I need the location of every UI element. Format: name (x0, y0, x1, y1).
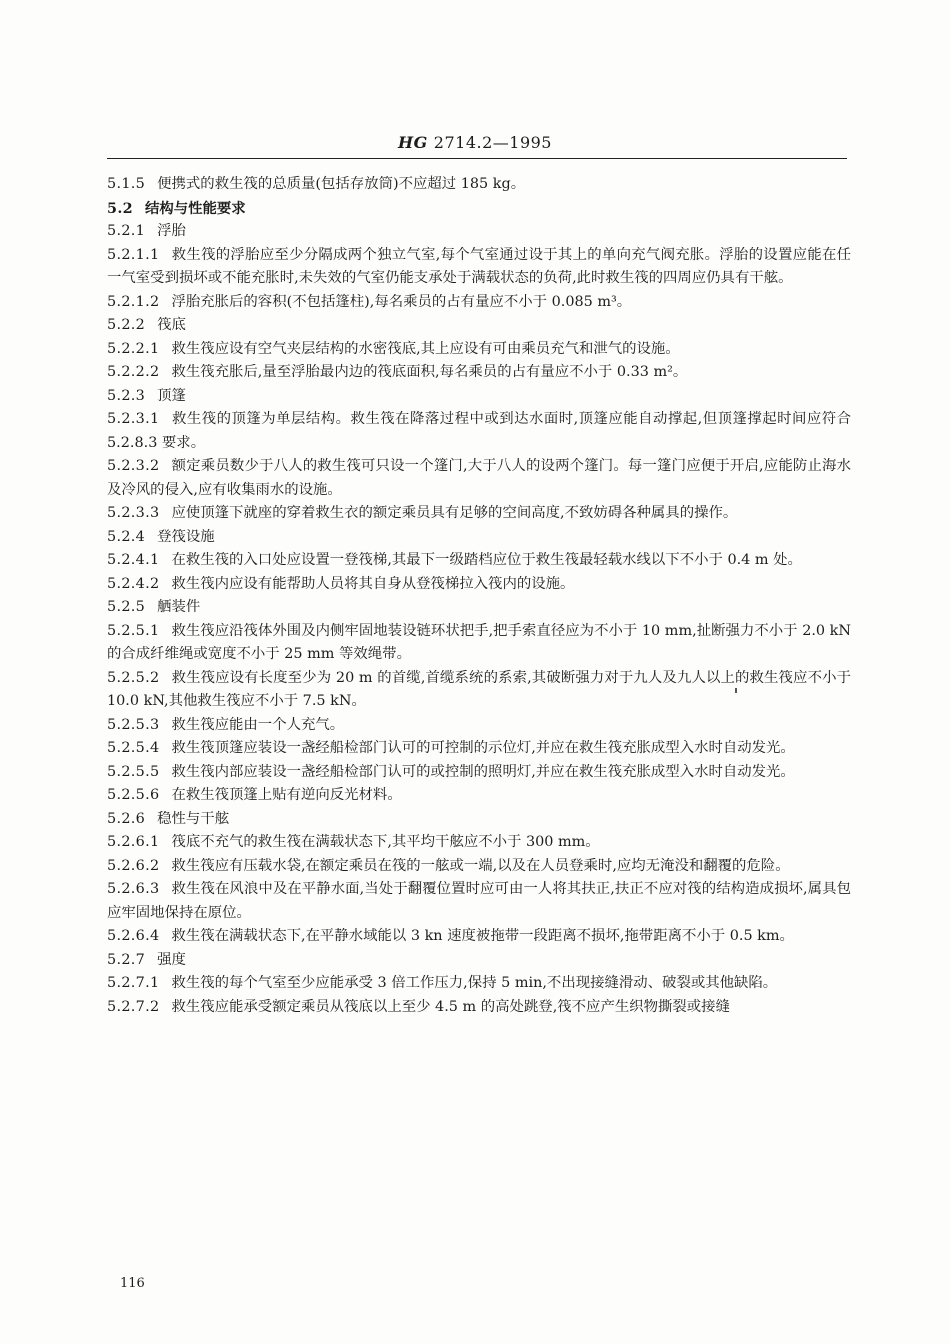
clause-number: 5.2.4.2 (107, 575, 160, 592)
clause-text: 强度 (157, 951, 186, 968)
standard-prefix: HG (398, 133, 428, 152)
clause-paragraph (107, 361, 851, 385)
clause-paragraph (107, 949, 851, 973)
header-rule (107, 158, 847, 159)
clause-number: 5.2.1.2 (107, 293, 160, 310)
clause-text: 救生筏的顶篷为单层结构。救生筏在降落过程中或到达水面时,顶篷应能自动撑起,但顶篷撑起时间应符合 5.2.8.3 要求。 (107, 411, 851, 451)
clause-number: 5.2.4.1 (107, 552, 160, 568)
clause-paragraph (107, 244, 851, 291)
document-body (107, 173, 851, 1019)
clause-text: 救生筏内部应装设一盏经船检部门认可的或控制的照明灯,并应在救生筏充胀成型入水时自动发光。 (171, 763, 795, 780)
clause-paragraph (107, 737, 851, 761)
clause-paragraph (107, 502, 851, 526)
clause-number: 5.2.6 (107, 810, 146, 827)
clause-text: 结构与性能要求 (144, 199, 246, 217)
clause-paragraph (107, 855, 851, 879)
clause-paragraph (107, 526, 851, 550)
clause-number: 5.2.6.4 (107, 928, 160, 944)
clause-text: 筏底 (157, 317, 186, 333)
clause-text: 救生筏在风浪中及在平静水面,当处于翻覆位置时应可由一人将其扶正,扶正不应对筏的结构造成损坏,属具包应牢固地保持在原位。 (107, 881, 851, 921)
clause-paragraph (107, 314, 851, 338)
clause-paragraph (107, 972, 851, 996)
clause-text: 救生筏充胀后,量至浮胎最内边的筏底面积,每名乘员的占有量应不小于 0.33 m²。 (171, 364, 688, 380)
clause-number: 5.2.4 (107, 528, 146, 545)
clause-number: 5.2.3.2 (107, 458, 160, 474)
clause-paragraph (107, 925, 851, 949)
clause-paragraph (107, 408, 851, 455)
clause-number: 5.2.3 (107, 387, 146, 404)
clause-paragraph (107, 878, 851, 925)
clause-number: 5.2.5.2 (107, 669, 160, 686)
clause-paragraph (107, 831, 851, 855)
clause-text: 浮胎充胀后的容积(不包括篷柱),每名乘员的占有量应不小于 0.085 m³。 (171, 293, 632, 310)
clause-paragraph (107, 596, 851, 620)
clause-number: 5.2.6.2 (107, 857, 160, 874)
clause-number: 5.2.5.4 (107, 740, 160, 756)
page-header (0, 133, 950, 152)
clause-text: 救生筏的浮胎应至少分隔成两个独立气室,每个气室通过设于其上的单向充气阀充胀。浮胎的设置应能在任一气室受到损坏或不能充胀时,未失效的气室仍能支承处于满载状态的负荷,此时救生筏的四周应仍具有干舷。 (107, 246, 851, 286)
clause-number: 5.2.3.3 (107, 505, 160, 521)
clause-number: 5.2.6.3 (107, 881, 160, 897)
clause-text: 在救生筏顶篷上贴有逆向反光材料。 (171, 787, 402, 803)
clause-paragraph (107, 385, 851, 409)
clause-number: 5.1.5 (107, 176, 146, 192)
clause-number: 5.2.2.2 (107, 364, 160, 380)
clause-number: 5.2.5.6 (107, 787, 160, 803)
clause-paragraph (107, 784, 851, 808)
clause-paragraph (107, 338, 851, 362)
clause-text: 登筏设施 (157, 528, 215, 545)
standard-code: 2714.2—1995 (433, 133, 552, 152)
clause-paragraph (107, 620, 851, 667)
clause-text: 额定乘员数少于八人的救生筏可只设一个篷门,大于八人的设两个篷门。每一篷门应便于开启,应能防止海水及冷风的侵入,应有收集雨水的设施。 (107, 458, 851, 498)
scan-mark (735, 688, 737, 693)
clause-paragraph (107, 549, 851, 573)
clause-number: 5.2.7 (107, 951, 146, 968)
clause-number: 5.2.6.1 (107, 834, 160, 850)
clause-text: 顶篷 (157, 387, 186, 404)
clause-paragraph (107, 173, 851, 197)
clause-text: 在救生筏的入口处应设置一登筏梯,其最下一级踏档应位于救生筏最轻载水线以下不小于 0.4 m 处。 (171, 552, 802, 568)
clause-text: 筏底不充气的救生筏在满载状态下,其平均干舷应不小于 300 mm。 (171, 834, 600, 850)
clause-text: 浮胎 (157, 223, 186, 239)
clause-paragraph (107, 573, 851, 597)
clause-paragraph (107, 808, 851, 832)
clause-text: 救生筏的每个气室至少应能承受 3 倍工作压力,保持 5 min,不出现接缝滑动、破裂或其他缺陷。 (171, 975, 778, 991)
page-number: 116 (120, 1276, 145, 1291)
clause-text: 救生筏应有压载水袋,在额定乘员在筏的一舷或一端,以及在人员登乘时,应均无淹没和翻覆的危险。 (171, 857, 790, 874)
clause-text: 舾装件 (157, 599, 201, 615)
clause-text: 救生筏应沿筏体外围及内侧牢固地装设链环状把手,把手索直径应为不小于 10 mm,扯断强力不小于 2.0 kN 的合成纤维绳或宽度不小于 25 mm 等效绳带。 (107, 622, 851, 662)
clause-number: 5.2.5.1 (107, 622, 160, 639)
clause-number: 5.2.1.1 (107, 246, 160, 263)
clause-text: 应使顶篷下就座的穿着救生衣的额定乘员具有足够的空间高度,不致妨碍各种属具的操作。 (171, 505, 738, 521)
clause-paragraph (107, 996, 851, 1020)
clause-number: 5.2.7.1 (107, 975, 160, 991)
clause-text: 救生筏顶篷应装设一盏经船检部门认可的可控制的示位灯,并应在救生筏充胀成型入水时自动发光。 (171, 740, 795, 756)
clause-paragraph (107, 220, 851, 244)
clause-text: 救生筏应设有空气夹层结构的水密筏底,其上应设有可由乘员充气和泄气的设施。 (171, 340, 680, 357)
clause-paragraph (107, 761, 851, 785)
clause-text: 便携式的救生筏的总质量(包括存放筒)不应超过 185 kg。 (157, 176, 526, 192)
clause-number: 5.2.7.2 (107, 998, 160, 1015)
clause-number: 5.2.1 (107, 223, 146, 239)
clause-text: 救生筏应能由一个人充气。 (171, 716, 345, 733)
clause-paragraph (107, 197, 851, 221)
clause-number: 5.2.2 (107, 317, 146, 333)
clause-paragraph (107, 455, 851, 502)
clause-paragraph (107, 714, 851, 738)
clause-number: 5.2.5 (107, 599, 146, 615)
clause-text: 救生筏内应设有能帮助人员将其自身从登筏梯拉入筏内的设施。 (171, 575, 575, 592)
clause-number: 5.2 (107, 199, 133, 217)
clause-text: 救生筏在满载状态下,在平静水域能以 3 kn 速度被拖带一段距离不损坏,拖带距离不小于 0.5 km。 (171, 928, 794, 944)
clause-text: 稳性与干舷 (157, 810, 230, 827)
clause-paragraph (107, 667, 851, 714)
clause-paragraph (107, 291, 851, 315)
clause-number: 5.2.3.1 (107, 411, 160, 427)
clause-text: 救生筏应设有长度至少为 20 m 的首缆,首缆系统的系索,其破断强力对于九人及九人以上的救生筏应不小于 10.0 kN,其他救生筏应不小于 7.5 kN。 (107, 669, 851, 709)
clause-number: 5.2.2.1 (107, 340, 160, 357)
clause-number: 5.2.5.3 (107, 716, 160, 733)
clause-number: 5.2.5.5 (107, 763, 160, 780)
clause-text: 救生筏应能承受额定乘员从筏底以上至少 4.5 m 的高处跳登,筏不应产生织物撕裂或接缝 (171, 998, 730, 1015)
